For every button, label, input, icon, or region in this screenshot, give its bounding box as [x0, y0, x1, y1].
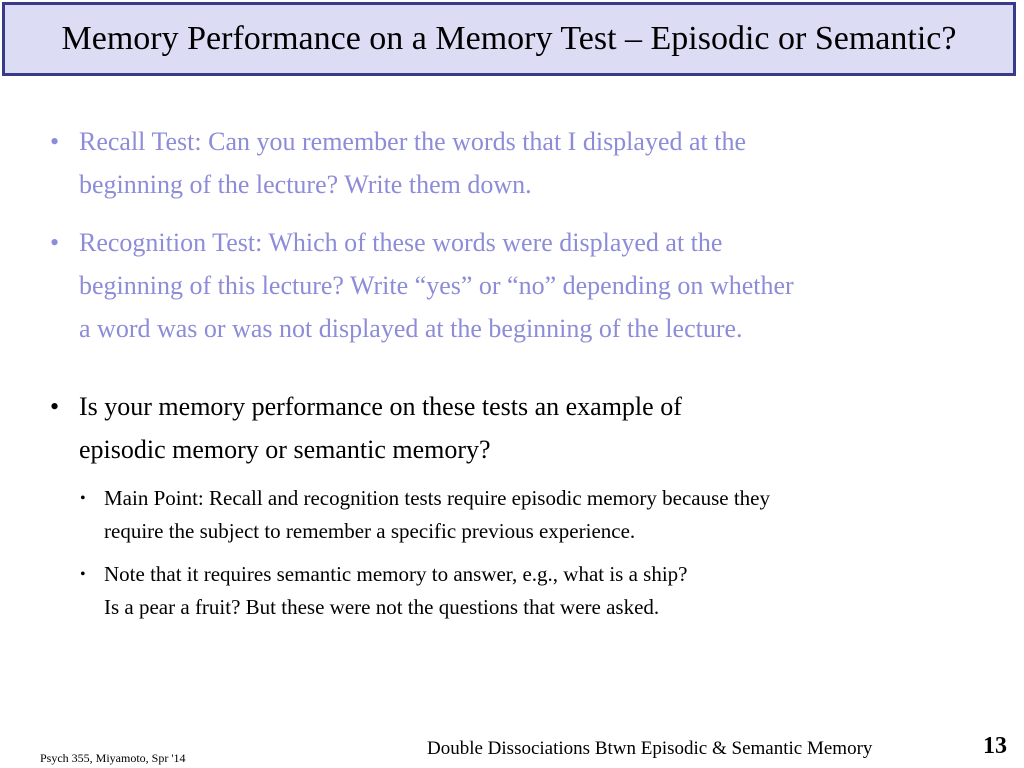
bullet-line: beginning of this lecture? Write “yes” or “no” depending on whether	[79, 271, 794, 300]
bullet-line: Is a pear a fruit? But these were not the questions that were asked.	[104, 595, 660, 619]
footer-course: Psych 355, Miyamoto, Spr '14	[40, 751, 186, 765]
bullet-row	[50, 120, 980, 206]
bullet-line: Recall Test: Can you remember the words that I displayed at the	[79, 127, 747, 156]
bullet-line: Is your memory performance on these tests an example of	[79, 392, 682, 421]
sub-bullet-note	[80, 558, 1000, 624]
sub-bullet-main-point	[80, 482, 1000, 548]
bullet-symbol: •	[50, 127, 60, 156]
bullet-line: require the subject to remember a specific previous experience.	[104, 519, 636, 543]
bullet-text	[79, 385, 980, 471]
footer-topic: Double Dissociations Btwn Episodic & Semantic Memory	[427, 738, 873, 759]
bullet-row	[50, 221, 980, 350]
bullet-row	[50, 385, 980, 471]
bullet-recognition-test	[50, 221, 980, 350]
bullet-text	[79, 221, 980, 350]
bullet-line: Note that it requires semantic memory to answer, e.g., what is a ship?	[104, 562, 688, 586]
bullet-line: a word was or was not displayed at the beginning of the lecture.	[79, 314, 743, 343]
bullet-line: Main Point: Recall and recognition tests require episodic memory because they	[104, 486, 770, 510]
bullet-symbol: •	[50, 392, 60, 421]
bullet-line: Recognition Test: Which of these words were displayed at the	[79, 228, 723, 257]
slide-title: Memory Performance on a Memory Test – Episodic or Semantic?	[61, 20, 957, 57]
bullet-symbol: •	[50, 228, 60, 257]
bullet-row	[80, 482, 1000, 548]
bullet-text	[104, 482, 1000, 548]
page-number: 13	[983, 733, 1007, 759]
bullet-row	[80, 558, 1000, 624]
slide-title-box	[2, 2, 1016, 76]
bullet-line: episodic memory or semantic memory?	[79, 435, 491, 464]
bullet-line: beginning of the lecture? Write them down.	[79, 170, 532, 199]
bullet-recall-test	[50, 120, 980, 206]
bullet-text	[79, 120, 980, 206]
bullet-question	[50, 385, 980, 471]
bullet-symbol: •	[80, 490, 86, 507]
bullet-symbol: •	[80, 566, 86, 583]
bullet-text	[104, 558, 1000, 624]
